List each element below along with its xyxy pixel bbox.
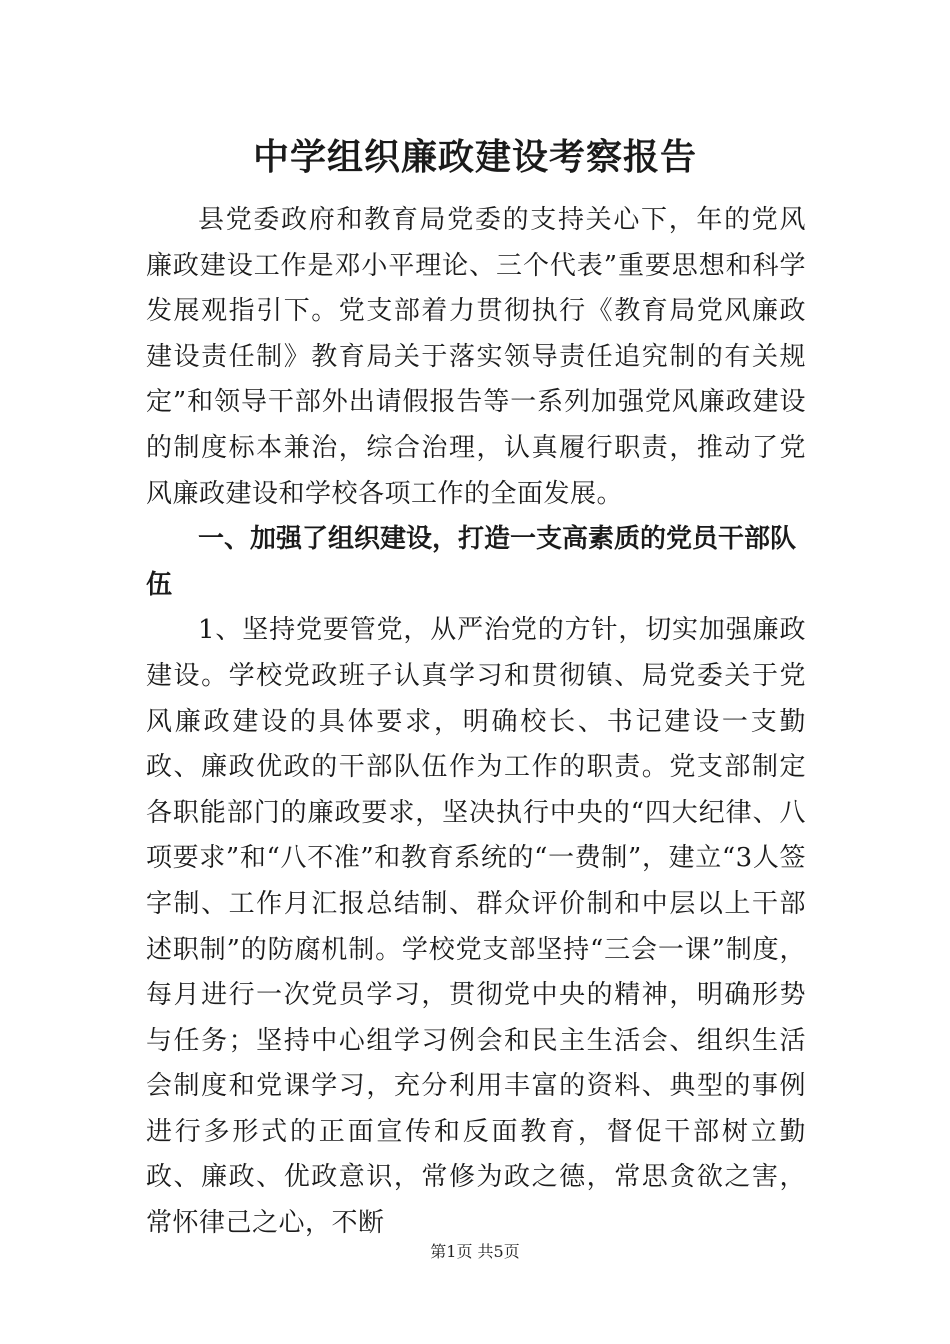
document-body (146, 198, 806, 1247)
section-paragraph: 1、坚持党要管党，从严治党的方针，切实加强廉政建设。学校党政班子认真学习和贯彻镇、局党委关于党风廉政建设的具体要求，明确校长、书记建设一支勤政、廉政优政的干部队伍作为工作的职责。党支部制定各职能部门的廉政要求，坚决执行中央的“四大纪律、八项要求”和“八不准”和教育系统的“一费制”，建立“3人签字制、工作月汇报总结制、群众评价制和中层以上干部述职制”的防腐机制。学校党支部坚持“三会一课”制度，每月进行一次党员学习，贯彻党中央的精神，明确形势与任务；坚持中心组学习例会和民主生活会、组织生活会制度和党课学习，充分利用丰富的资料、典型的事例进行多形式的正面宣传和反面教育，督促干部树立勤政、廉政、优政意识，常修为政之德，常思贪欲之害，常怀律己之心，不断 (146, 615, 806, 1239)
intro-paragraph: 县党委政府和教育局党委的支持关心下，年的党风廉政建设工作是邓小平理论、三个代表”重要思想和科学发展观指引下。党支部着力贯彻执行《教育局党风廉政建设责任制》教育局关于落实领导责任追究制的有关规定”和领导干部外出请假报告等一系列加强党风廉政建设的制度标本兼治，综合治理，认真履行职责，推动了党风廉政建设和学校各项工作的全面发展。 (146, 205, 806, 509)
section-heading: 一、加强了组织建设，打造一支高素质的党员干部队伍 (146, 524, 797, 600)
page-footer: 第1页 共5页 (430, 1242, 520, 1261)
page-title: 中学组织廉政建设考察报告 (252, 137, 697, 178)
